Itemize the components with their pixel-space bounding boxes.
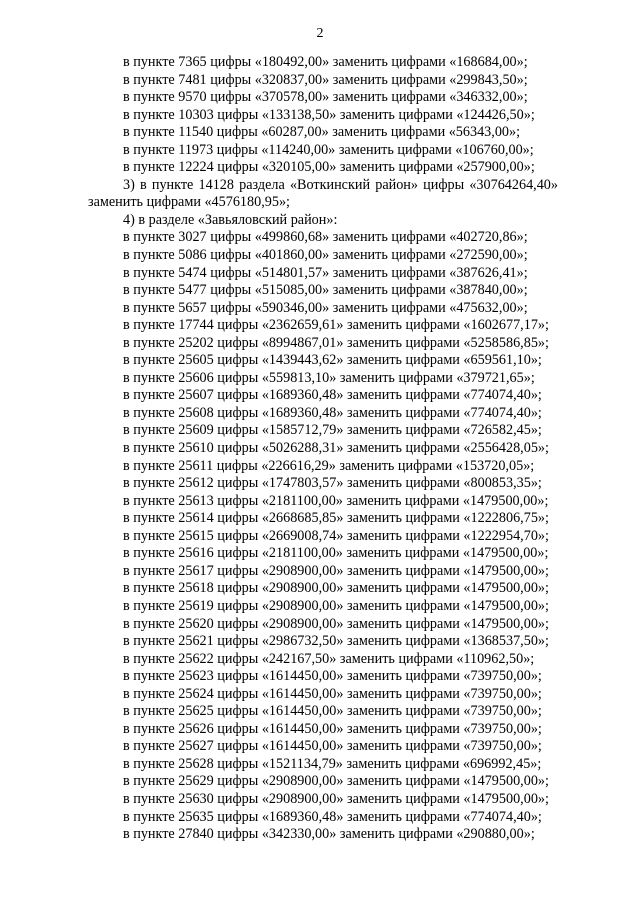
- text-line: в пункте 25613 цифры «2181100,00» заменить цифрами «1479500,00»;: [123, 492, 549, 509]
- text-line: в пункте 11973 цифры «114240,00» заменить цифрами «106760,00»;: [123, 141, 534, 158]
- text-line: в пункте 7365 цифры «180492,00» заменить цифрами «168684,00»;: [123, 54, 528, 70]
- text-line: в пункте 25611 цифры «226616,29» заменить цифрами «153720,05»;: [123, 457, 535, 474]
- text-line: в пункте 25621 цифры «2986732,50» заменить цифрами «1368537,50»;: [123, 633, 549, 650]
- text-line: в пункте 25629 цифры «2908900,00» заменить цифрами «1479500,00»;: [123, 773, 549, 790]
- text-line: в пункте 12224 цифры «320105,00» заменить цифрами «257900,00»;: [123, 159, 535, 176]
- text-line: в пункте 25620 цифры «2908900,00» заменить цифрами «1479500,00»;: [123, 615, 549, 632]
- text-line: в пункте 25610 цифры «5026288,31» заменить цифрами «2556428,05»;: [123, 440, 549, 457]
- text-line: в пункте 25625 цифры «1614450,00» заменить цифрами «739750,00»;: [123, 703, 542, 720]
- text-line: в пункте 25627 цифры «1614450,00» заменить цифрами «739750,00»;: [123, 738, 542, 755]
- text-line: 4) в разделе «Завьяловский район»:: [123, 211, 338, 228]
- text-line: в пункте 25615 цифры «2669008,74» заменить цифрами «1222954,70»;: [123, 527, 549, 544]
- text-line: в пункте 25606 цифры «559813,10» заменить цифрами «379721,65»;: [123, 369, 535, 386]
- text-line: заменить цифрами «4576180,95»;: [88, 194, 290, 211]
- text-line: в пункте 25622 цифры «242167,50» заменить цифрами «110962,50»;: [123, 650, 535, 667]
- text-line: в пункте 3027 цифры «499860,68» заменить цифрами «402720,86»;: [123, 229, 528, 246]
- text-line: в пункте 25605 цифры «1439443,62» заменить цифрами «659561,10»;: [123, 352, 542, 369]
- text-line: в пункте 7481 цифры «320837,00» заменить цифрами «299843,50»;: [123, 71, 528, 88]
- text-line: в пункте 25619 цифры «2908900,00» заменить цифрами «1479500,00»;: [123, 597, 549, 614]
- text-line: в пункте 25635 цифры «1689360,48» заменить цифрами «774074,40»;: [123, 808, 542, 825]
- text-line: в пункте 17744 цифры «2362659,61» заменить цифрами «1602677,17»;: [123, 317, 549, 334]
- text-line: в пункте 25607 цифры «1689360,48» заменить цифрами «774074,40»;: [123, 387, 542, 404]
- text-line: в пункте 25624 цифры «1614450,00» заменить цифрами «739750,00»;: [123, 685, 542, 702]
- text-line: в пункте 25612 цифры «1747803,57» заменить цифрами «800853,35»;: [123, 475, 542, 492]
- text-line: в пункте 25609 цифры «1585712,79» заменить цифрами «726582,45»;: [123, 422, 542, 439]
- text-line: в пункте 25617 цифры «2908900,00» заменить цифрами «1479500,00»;: [123, 562, 549, 579]
- text-line: 3) в пункте 14128 раздела «Воткинский район» цифры «30764264,40»: [123, 176, 558, 193]
- text-line: в пункте 25626 цифры «1614450,00» заменить цифрами «739750,00»;: [123, 720, 542, 737]
- text-line: в пункте 10303 цифры «133138,50» заменить цифрами «124426,50»;: [123, 106, 535, 123]
- text-line: в пункте 5657 цифры «590346,00» заменить цифрами «475632,00»;: [123, 299, 528, 316]
- text-line: в пункте 5477 цифры «515085,00» заменить цифрами «387840,00»;: [123, 282, 528, 299]
- text-line: в пункте 5086 цифры «401860,00» заменить цифрами «272590,00»;: [123, 247, 528, 264]
- text-line: в пункте 25623 цифры «1614450,00» заменить цифрами «739750,00»;: [123, 668, 542, 685]
- text-line: в пункте 25608 цифры «1689360,48» заменить цифрами «774074,40»;: [123, 404, 542, 421]
- text-line: в пункте 25202 цифры «8994867,01» заменить цифрами «5258586,85»;: [123, 334, 549, 351]
- document-body: [88, 54, 558, 844]
- text-line: в пункте 25630 цифры «2908900,00» заменить цифрами «1479500,00»;: [123, 790, 549, 807]
- text-line: в пункте 25614 цифры «2668685,85» заменить цифрами «1222806,75»;: [123, 510, 549, 527]
- text-line: в пункте 25628 цифры «1521134,79» заменить цифрами «696992,45»;: [123, 755, 542, 772]
- text-line: в пункте 5474 цифры «514801,57» заменить цифрами «387626,41»;: [123, 264, 528, 281]
- text-line: в пункте 11540 цифры «60287,00» заменить цифрами «56343,00»;: [123, 124, 521, 141]
- text-line: в пункте 9570 цифры «370578,00» заменить цифрами «346332,00»;: [123, 89, 528, 106]
- text-line: в пункте 27840 цифры «342330,00» заменить цифрами «290880,00»;: [123, 826, 535, 843]
- text-line: в пункте 25616 цифры «2181100,00» заменить цифрами «1479500,00»;: [123, 545, 549, 562]
- page-number: 2: [316, 26, 324, 41]
- text-line: в пункте 25618 цифры «2908900,00» заменить цифрами «1479500,00»;: [123, 580, 549, 597]
